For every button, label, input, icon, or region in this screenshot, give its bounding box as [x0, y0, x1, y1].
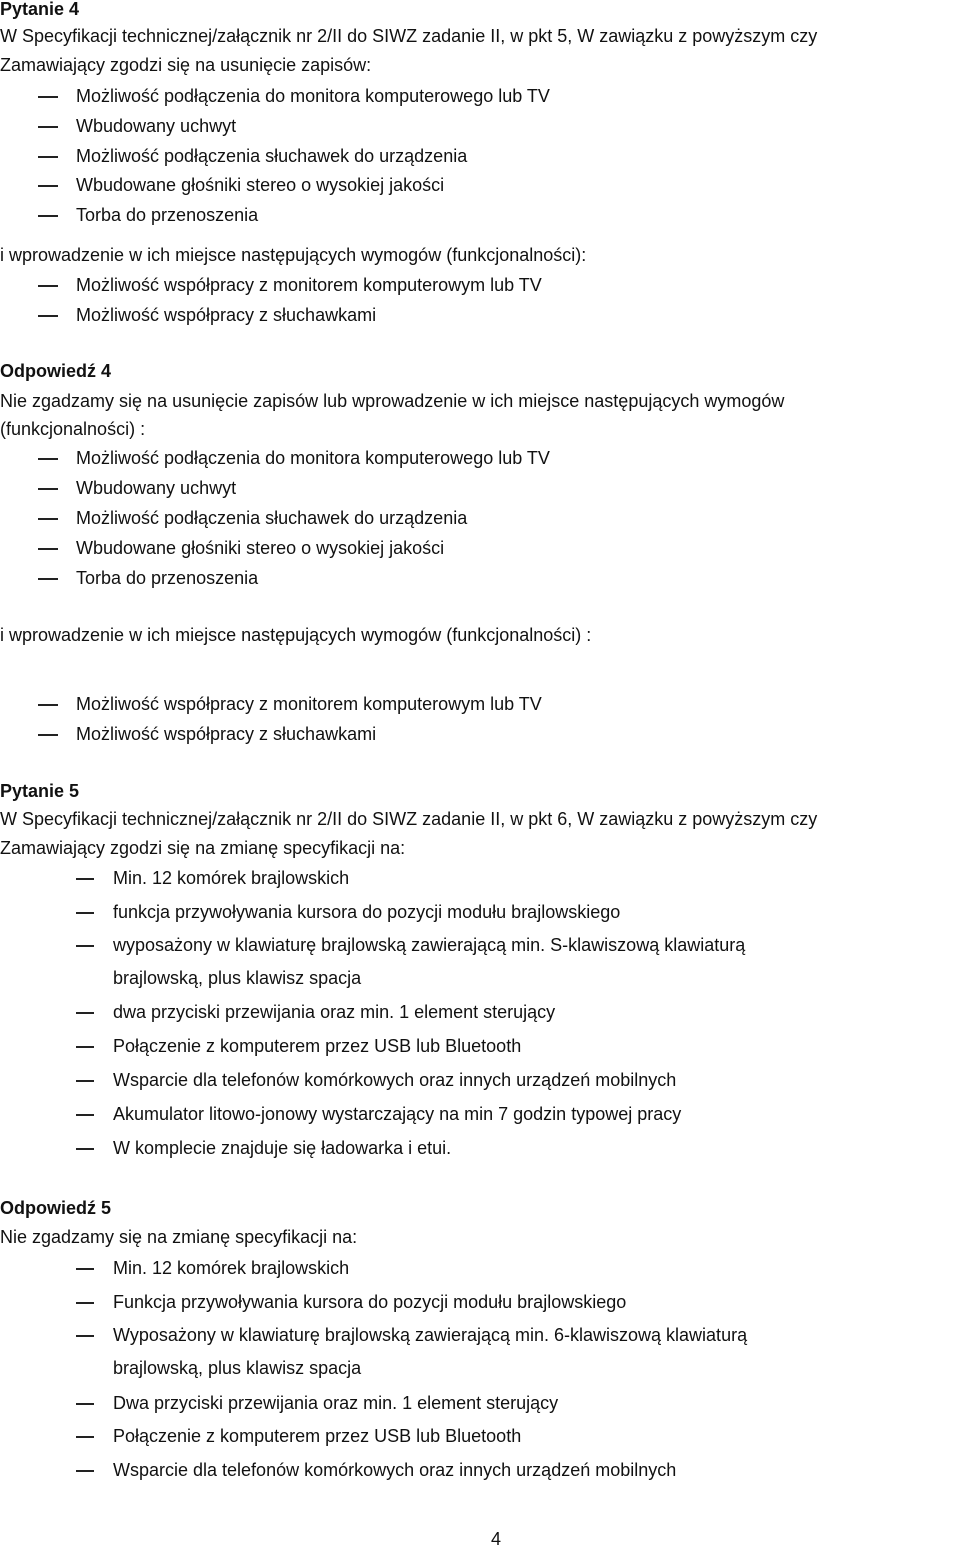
- question-4-text-line2: Zamawiający zgodzi się na usunięcie zapisów:: [0, 55, 372, 75]
- dash-bullet: [38, 704, 58, 706]
- list-item: Możliwość podłączenia do monitora komputerowego lub TV: [76, 448, 550, 468]
- dash-bullet: [76, 1114, 94, 1116]
- dash-bullet: [76, 1335, 94, 1337]
- dash-bullet: [38, 734, 58, 736]
- dash-bullet: [76, 1436, 94, 1438]
- list-item: Wbudowane głośniki stereo o wysokiej jakości: [76, 538, 445, 558]
- answer-5-text-line1: Nie zgadzamy się na zmianę specyfikacji na:: [0, 1227, 358, 1247]
- list-item: W komplecie znajduje się ładowarka i etui.: [113, 1138, 452, 1158]
- list-item: Wsparcie dla telefonów komórkowych oraz innych urządzeń mobilnych: [113, 1460, 677, 1480]
- dash-bullet: [76, 1012, 94, 1014]
- list-item: Możliwość współpracy z monitorem komputerowym lub TV: [76, 694, 542, 714]
- dash-bullet: [38, 285, 58, 287]
- list-item: funkcja przywoływania kursora do pozycji modułu brajlowskiego: [113, 902, 621, 922]
- dash-bullet: [76, 1302, 94, 1304]
- dash-bullet: [76, 1148, 94, 1150]
- dash-bullet: [38, 458, 58, 460]
- list-item: Możliwość współpracy z słuchawkami: [76, 305, 377, 325]
- dash-bullet: [38, 185, 58, 187]
- dash-bullet: [38, 548, 58, 550]
- list-item: dwa przyciski przewijania oraz min. 1 element sterujący: [113, 1002, 556, 1022]
- answer-4-text-line3: i wprowadzenie w ich miejsce następujących wymogów (funkcjonalności) :: [0, 625, 592, 645]
- answer-4-text-line2: (funkcjonalności) :: [0, 419, 146, 439]
- list-item: Wbudowany uchwyt: [76, 478, 237, 498]
- dash-bullet: [38, 96, 58, 98]
- list-item: Połączenie z komputerem przez USB lub Bluetooth: [113, 1036, 522, 1056]
- dash-bullet: [76, 1470, 94, 1472]
- dash-bullet: [76, 878, 94, 880]
- dash-bullet: [76, 1268, 94, 1270]
- list-item: Min. 12 komórek brajlowskich: [113, 1258, 350, 1278]
- list-item: Połączenie z komputerem przez USB lub Bluetooth: [113, 1426, 522, 1446]
- list-item: Możliwość podłączenia do monitora komputerowego lub TV: [76, 86, 550, 106]
- dash-bullet: [38, 156, 58, 158]
- list-item: Możliwość podłączenia słuchawek do urządzenia: [76, 508, 468, 528]
- list-item: Możliwość współpracy z monitorem komputerowym lub TV: [76, 275, 542, 295]
- answer-4-title: Odpowiedź 4: [0, 361, 112, 381]
- list-item: Torba do przenoszenia: [76, 568, 259, 588]
- list-item-continuation: brajlowską, plus klawisz spacja: [113, 1358, 362, 1378]
- list-item: Wbudowany uchwyt: [76, 116, 237, 136]
- question-4-title: Pytanie 4: [0, 0, 80, 19]
- list-item: Możliwość podłączenia słuchawek do urządzenia: [76, 146, 468, 166]
- answer-4-text-line1: Nie zgadzamy się na usunięcie zapisów lub wprowadzenie w ich miejsce następujących wymogów: [0, 391, 785, 411]
- dash-bullet: [76, 912, 94, 914]
- list-item: Dwa przyciski przewijania oraz min. 1 element sterujący: [113, 1393, 559, 1413]
- page-number: 4: [491, 1529, 502, 1549]
- dash-bullet: [76, 1403, 94, 1405]
- dash-bullet: [76, 1080, 94, 1082]
- dash-bullet: [38, 315, 58, 317]
- question-4-text-line3: i wprowadzenie w ich miejsce następujących wymogów (funkcjonalności):: [0, 245, 587, 265]
- question-5-text-line1: W Specyfikacji technicznej/załącznik nr 2/II do SIWZ zadanie II, w pkt 6, W zawiązku z powyższym czy: [0, 809, 818, 829]
- list-item: Funkcja przywoływania kursora do pozycji modułu brajlowskiego: [113, 1292, 627, 1312]
- list-item: Możliwość współpracy z słuchawkami: [76, 724, 377, 744]
- dash-bullet: [38, 126, 58, 128]
- list-item: Akumulator litowo-jonowy wystarczający na min 7 godzin typowej pracy: [113, 1104, 682, 1124]
- list-item: Torba do przenoszenia: [76, 205, 259, 225]
- dash-bullet: [76, 1046, 94, 1048]
- dash-bullet: [38, 518, 58, 520]
- list-item: Wbudowane głośniki stereo o wysokiej jakości: [76, 175, 445, 195]
- list-item-continuation: brajlowską, plus klawisz spacja: [113, 968, 362, 988]
- dash-bullet: [38, 215, 58, 217]
- dash-bullet: [38, 488, 58, 490]
- question-5-title: Pytanie 5: [0, 781, 80, 801]
- answer-5-title: Odpowiedź 5: [0, 1198, 112, 1218]
- question-4-text-line1: W Specyfikacji technicznej/załącznik nr 2/II do SIWZ zadanie II, w pkt 5, W zawiązku z powyższym czy: [0, 26, 818, 46]
- list-item: Wsparcie dla telefonów komórkowych oraz innych urządzeń mobilnych: [113, 1070, 677, 1090]
- dash-bullet: [38, 578, 58, 580]
- question-5-text-line2: Zamawiający zgodzi się na zmianę specyfikacji na:: [0, 838, 406, 858]
- list-item: Wyposażony w klawiaturę brajlowską zawierającą min. 6-klawiszową klawiaturą: [113, 1325, 748, 1345]
- list-item: Min. 12 komórek brajlowskich: [113, 868, 350, 888]
- dash-bullet: [76, 945, 94, 947]
- list-item: wyposażony w klawiaturę brajlowską zawierającą min. S-klawiszową klawiaturą: [113, 935, 746, 955]
